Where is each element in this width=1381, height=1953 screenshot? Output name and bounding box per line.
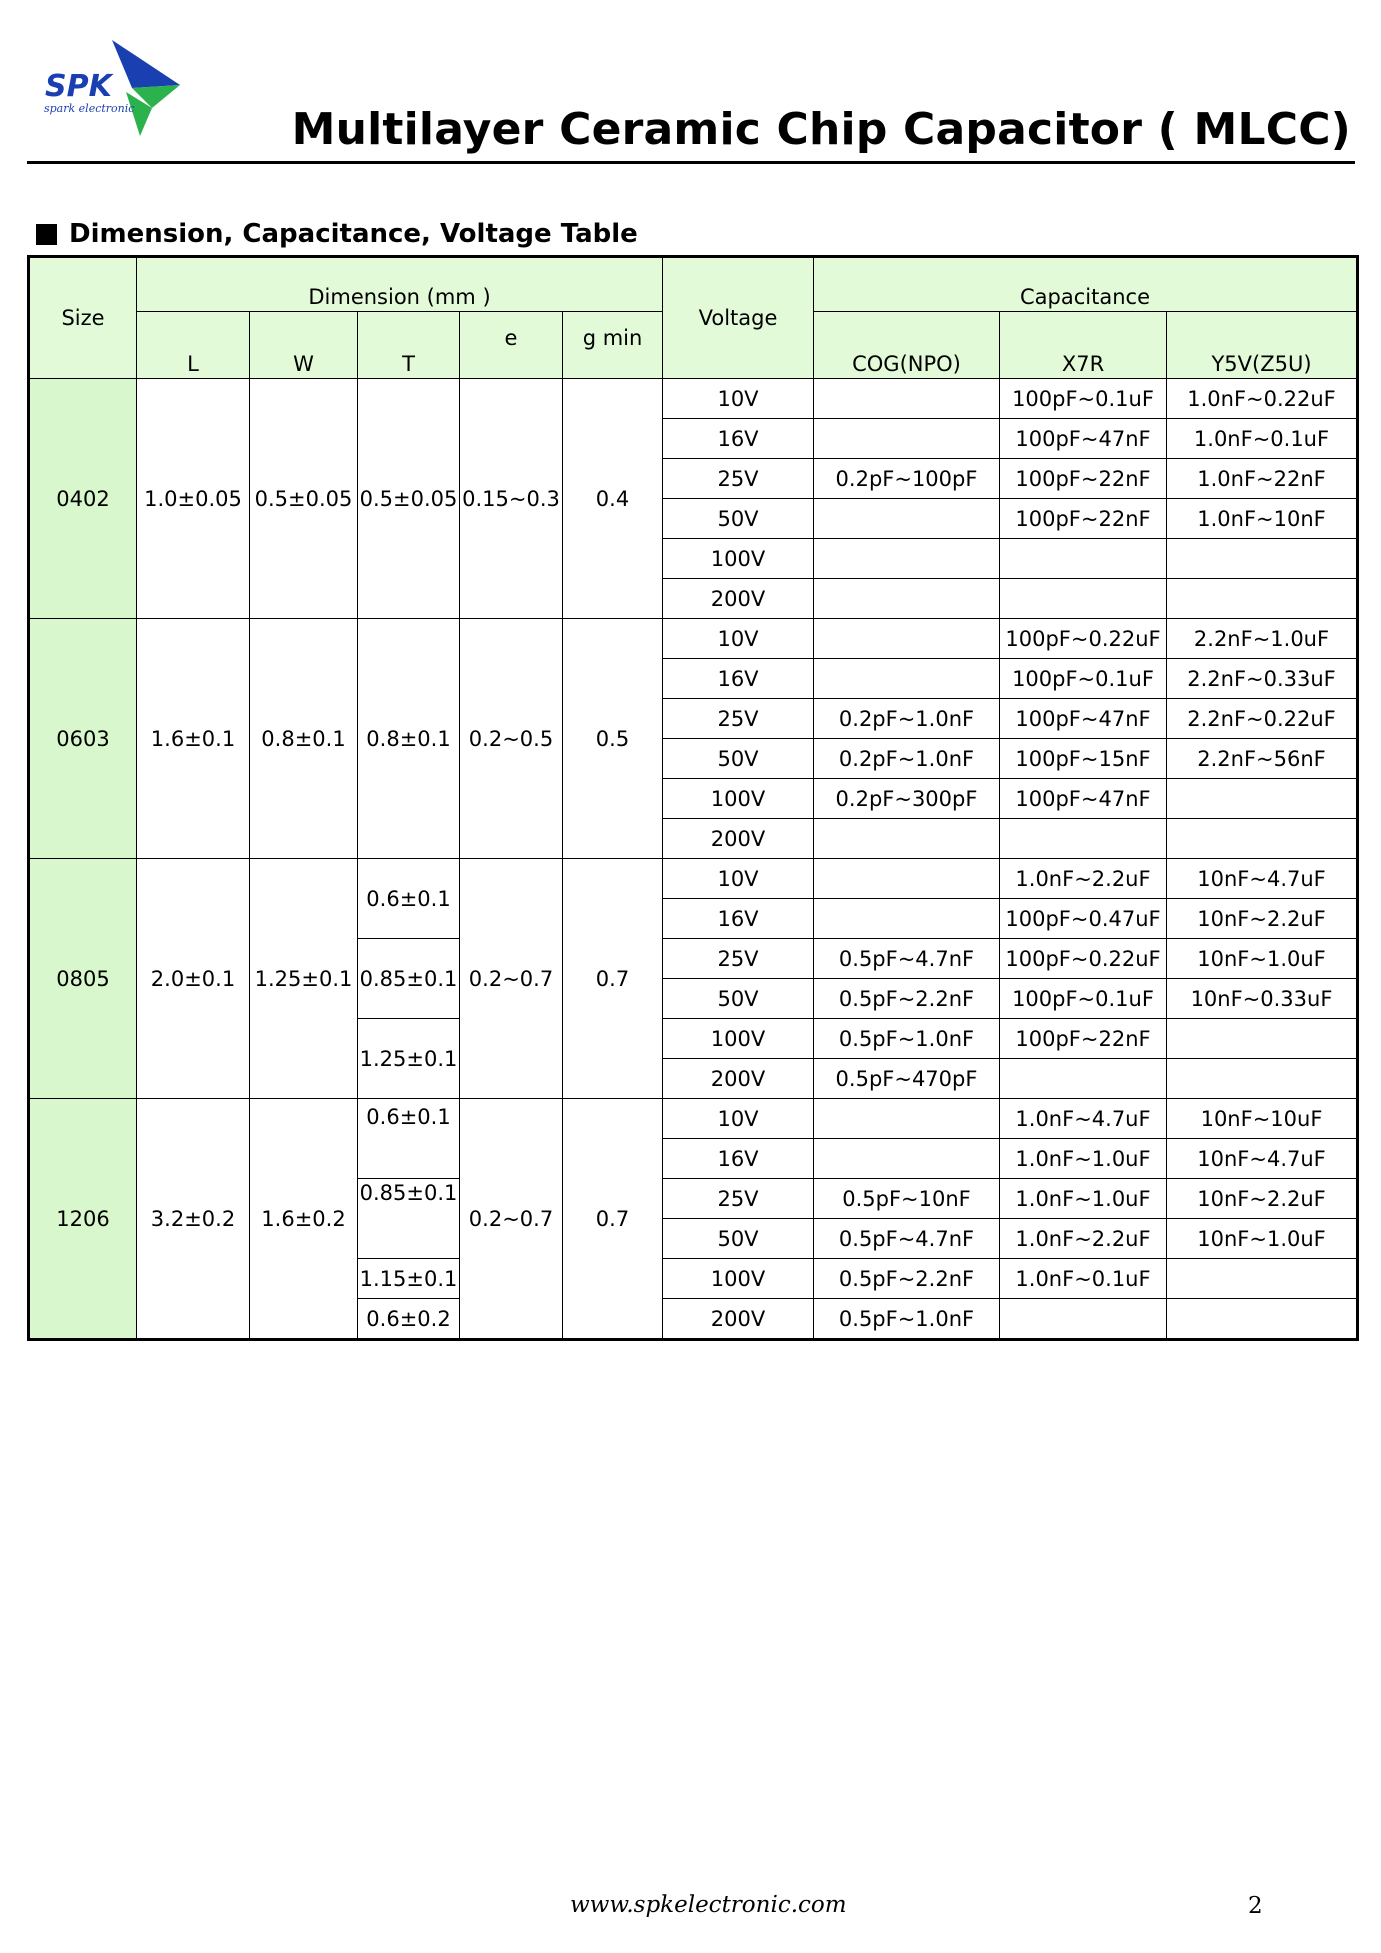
logo-text: SPK [45,69,112,104]
y5v-cell: 10nF~1.0uF [1167,1219,1358,1259]
y5v-cell: 10nF~2.2uF [1167,899,1358,939]
header-W: W [250,312,358,379]
width-cell: 0.5±0.05 [250,379,358,619]
cog-cell: 0.5pF~4.7nF [814,1219,1000,1259]
voltage-cell: 25V [663,699,814,739]
y5v-cell: 10nF~4.7uF [1167,859,1358,899]
voltage-cell: 10V [663,619,814,659]
thickness-cell: 0.85±0.1 [358,939,460,1019]
x7r-cell: 1.0nF~2.2uF [1000,859,1167,899]
x7r-cell: 100pF~15nF [1000,739,1167,779]
logo-tagline: spark electronic [44,102,135,115]
voltage-cell: 25V [663,939,814,979]
y5v-cell: 10nF~2.2uF [1167,1179,1358,1219]
width-cell: 1.6±0.2 [250,1099,358,1340]
cog-cell [814,659,1000,699]
header-voltage: Voltage [663,257,814,379]
cog-cell [814,419,1000,459]
y5v-cell: 10nF~1.0uF [1167,939,1358,979]
e-cell: 0.2~0.7 [460,859,563,1099]
cog-cell: 0.2pF~100pF [814,459,1000,499]
x7r-cell: 100pF~0.1uF [1000,979,1167,1019]
voltage-cell: 10V [663,1099,814,1139]
cog-cell: 0.5pF~470pF [814,1059,1000,1099]
x7r-cell [1000,539,1167,579]
document-title: Multilayer Ceramic Chip Capacitor ( MLCC) [291,104,1351,155]
x7r-cell [1000,1059,1167,1099]
x7r-cell: 100pF~47nF [1000,779,1167,819]
cog-cell: 0.2pF~300pF [814,779,1000,819]
voltage-cell: 16V [663,659,814,699]
x7r-cell: 1.0nF~2.2uF [1000,1219,1167,1259]
cog-cell: 0.5pF~2.2nF [814,1259,1000,1299]
y5v-cell: 10nF~0.33uF [1167,979,1358,1019]
cog-cell: 0.2pF~1.0nF [814,699,1000,739]
header-y5v-z5u: Y5V(Z5U) [1167,312,1358,379]
voltage-cell: 25V [663,459,814,499]
x7r-cell: 100pF~0.22uF [1000,939,1167,979]
x7r-cell: 1.0nF~1.0uF [1000,1179,1167,1219]
size-cell: 0402 [29,379,137,619]
cog-cell: 0.5pF~10nF [814,1179,1000,1219]
cog-cell: 0.5pF~2.2nF [814,979,1000,1019]
header-g-min: g min [563,312,663,379]
voltage-cell: 10V [663,859,814,899]
y5v-cell: 2.2nF~0.22uF [1167,699,1358,739]
cog-cell [814,539,1000,579]
thickness-cell: 1.15±0.1 [358,1259,460,1299]
voltage-cell: 10V [663,379,814,419]
y5v-cell: 1.0nF~0.22uF [1167,379,1358,419]
y5v-cell: 10nF~10uF [1167,1099,1358,1139]
y5v-cell [1167,819,1358,859]
length-cell: 1.6±0.1 [137,619,250,859]
y5v-cell: 10nF~4.7uF [1167,1139,1358,1179]
y5v-cell: 2.2nF~0.33uF [1167,659,1358,699]
cog-cell [814,619,1000,659]
header-T: T [358,312,460,379]
voltage-cell: 100V [663,779,814,819]
cog-cell: 0.5pF~4.7nF [814,939,1000,979]
y5v-cell: 1.0nF~22nF [1167,459,1358,499]
voltage-cell: 16V [663,1139,814,1179]
x7r-cell: 100pF~22nF [1000,459,1167,499]
y5v-cell [1167,779,1358,819]
table-row [29,619,1358,659]
section-heading-text: Dimension, Capacitance, Voltage Table [69,219,638,249]
footer-website-link[interactable]: www.spkelectronic.com [570,1892,847,1918]
cog-cell [814,1099,1000,1139]
title-divider [27,161,1355,164]
x7r-cell: 100pF~47nF [1000,419,1167,459]
cog-cell [814,579,1000,619]
header-L: L [137,312,250,379]
table-row [29,859,1358,899]
e-cell: 0.15~0.3 [460,379,563,619]
thickness-cell: 0.5±0.05 [358,379,460,619]
spk-logo-graphic [40,38,190,138]
table-row [29,1099,1358,1139]
voltage-cell: 50V [663,979,814,1019]
x7r-cell: 100pF~47nF [1000,699,1167,739]
thickness-cell: 1.25±0.1 [358,1019,460,1099]
y5v-cell [1167,1019,1358,1059]
length-cell: 3.2±0.2 [137,1099,250,1340]
voltage-cell: 200V [663,1059,814,1099]
width-cell: 0.8±0.1 [250,619,358,859]
y5v-cell [1167,579,1358,619]
cog-cell [814,1139,1000,1179]
thickness-cell: 0.85±0.1 [358,1179,460,1259]
cog-cell: 0.2pF~1.0nF [814,739,1000,779]
voltage-cell: 16V [663,419,814,459]
cog-cell [814,379,1000,419]
voltage-cell: 100V [663,1259,814,1299]
x7r-cell: 1.0nF~0.1uF [1000,1259,1167,1299]
page-number: 2 [1248,1893,1263,1919]
header-x7r: X7R [1000,312,1167,379]
cog-cell [814,899,1000,939]
e-cell: 0.2~0.5 [460,619,563,859]
length-cell: 2.0±0.1 [137,859,250,1099]
thickness-cell: 0.6±0.1 [358,859,460,939]
cog-cell: 0.5pF~1.0nF [814,1299,1000,1340]
cog-cell: 0.5pF~1.0nF [814,1019,1000,1059]
voltage-cell: 25V [663,1179,814,1219]
thickness-cell: 0.8±0.1 [358,619,460,859]
x7r-cell: 1.0nF~1.0uF [1000,1139,1167,1179]
x7r-cell: 1.0nF~4.7uF [1000,1099,1167,1139]
size-cell: 1206 [29,1099,137,1340]
header-capacitance: Capacitance [814,257,1358,312]
x7r-cell: 100pF~22nF [1000,1019,1167,1059]
table-row [29,379,1358,419]
square-bullet-icon [36,224,57,245]
x7r-cell [1000,819,1167,859]
header-size: Size [29,257,137,379]
x7r-cell [1000,579,1167,619]
y5v-cell: 1.0nF~0.1uF [1167,419,1358,459]
section-heading [36,219,638,249]
thickness-cell: 0.6±0.2 [358,1299,460,1340]
voltage-cell: 100V [663,1019,814,1059]
table-header-row-1 [29,257,1358,312]
length-cell: 1.0±0.05 [137,379,250,619]
size-cell: 0603 [29,619,137,859]
voltage-cell: 16V [663,899,814,939]
g-min-cell: 0.4 [563,379,663,619]
e-cell: 0.2~0.7 [460,1099,563,1340]
y5v-cell [1167,539,1358,579]
y5v-cell [1167,1299,1358,1340]
voltage-cell: 50V [663,739,814,779]
x7r-cell: 100pF~0.22uF [1000,619,1167,659]
voltage-cell: 50V [663,499,814,539]
y5v-cell [1167,1059,1358,1099]
y5v-cell: 2.2nF~56nF [1167,739,1358,779]
company-logo [40,38,190,138]
cog-cell [814,499,1000,539]
x7r-cell [1000,1299,1167,1340]
dimension-capacitance-voltage-table [27,255,1359,1341]
g-min-cell: 0.5 [563,619,663,859]
header-dimension: Dimension (mm ) [137,257,663,312]
width-cell: 1.25±0.1 [250,859,358,1099]
y5v-cell [1167,1259,1358,1299]
voltage-cell: 100V [663,539,814,579]
x7r-cell: 100pF~22nF [1000,499,1167,539]
g-min-cell: 0.7 [563,859,663,1099]
header-e: e [460,312,563,379]
x7r-cell: 100pF~0.1uF [1000,659,1167,699]
header-cog-npo: COG(NPO) [814,312,1000,379]
cog-cell [814,819,1000,859]
voltage-cell: 200V [663,579,814,619]
y5v-cell: 2.2nF~1.0uF [1167,619,1358,659]
x7r-cell: 100pF~0.1uF [1000,379,1167,419]
size-cell: 0805 [29,859,137,1099]
voltage-cell: 50V [663,1219,814,1259]
x7r-cell: 100pF~0.47uF [1000,899,1167,939]
voltage-cell: 200V [663,1299,814,1340]
g-min-cell: 0.7 [563,1099,663,1340]
cog-cell [814,859,1000,899]
thickness-cell: 0.6±0.1 [358,1099,460,1179]
voltage-cell: 200V [663,819,814,859]
y5v-cell: 1.0nF~10nF [1167,499,1358,539]
